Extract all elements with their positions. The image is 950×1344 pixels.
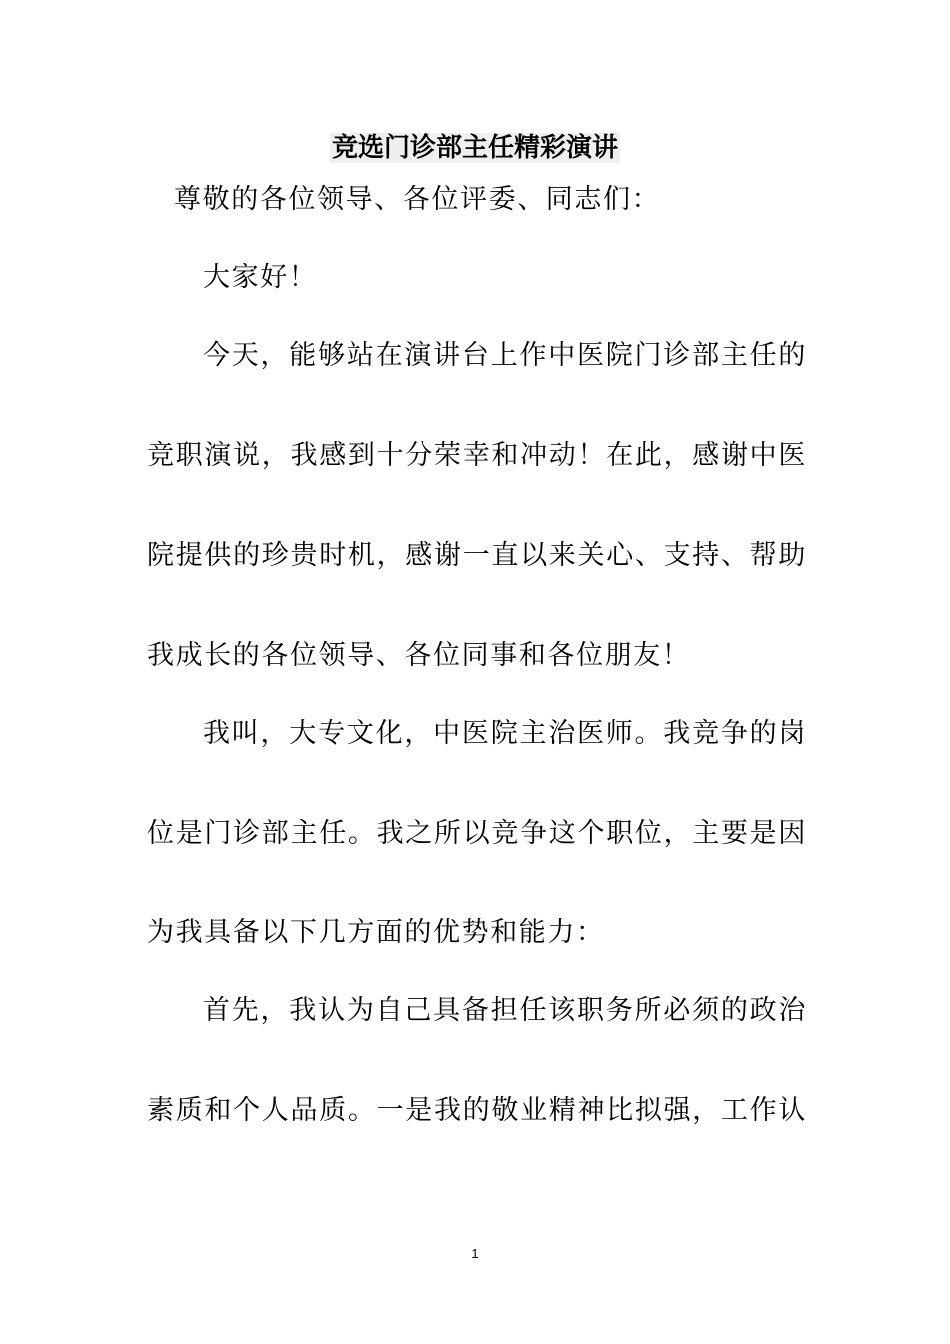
paragraph-1-line-1: 今天，能够站在演讲台上作中医院门诊部主任的 (203, 340, 807, 371)
page-number: 1 (471, 1246, 479, 1261)
document-title (0, 128, 950, 168)
paragraph-3-line-2: 素质和个人品质。一是我的敬业精神比拟强，工作认 (147, 1095, 807, 1126)
document-title-text: 竞选门诊部主任精彩演讲 (331, 133, 618, 163)
paragraph-2-line-3: 为我具备以下几方面的优势和能力： (147, 917, 605, 948)
paragraph-2-line-1: 我叫，大专文化，中医院主治医师。我竞争的岗 (203, 718, 807, 749)
salutation: 尊敬的各位领导、各位评委、同志们： (174, 184, 661, 215)
paragraph-1-line-4: 我成长的各位领导、各位同事和各位朋友！ (147, 640, 691, 671)
greeting: 大家好！ (203, 262, 318, 293)
paragraph-1-line-2: 竞职演说，我感到十分荣幸和冲动！在此，感谢中医 (147, 440, 807, 471)
paragraph-2-line-2: 位是门诊部主任。我之所以竞争这个职位，主要是因 (147, 818, 807, 849)
paragraph-3-line-1: 首先，我认为自己具备担任该职务所必须的政治 (203, 995, 807, 1026)
paragraph-1-line-3: 院提供的珍贵时机，感谢一直以来关心、支持、帮助 (147, 540, 807, 571)
